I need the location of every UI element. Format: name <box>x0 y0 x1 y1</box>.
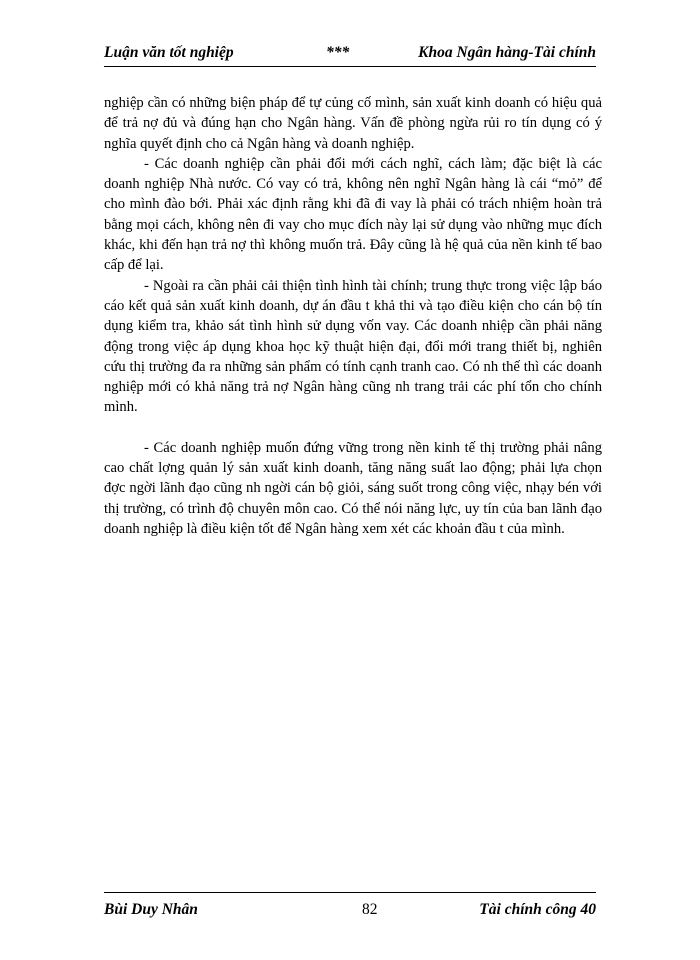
page-header <box>104 40 596 67</box>
page-number: 82 <box>362 901 378 918</box>
paragraph-3: - Ngoài ra cần phải cải thiện tình hình tài chính; trung thực trong việc lập báo cáo kết quả sản xuất kinh doanh, dự án đầu t khả thi và tạo điều kiện cho cán bộ tín dụng kiểm tra, khảo sát tình hình sử dụng vốn vay. Các doanh nhiệp cần phải năng động trong việc áp dụng khoa học kỹ thuật hiện đại, đổi mới trang thiết bị, nghiên cứu thị trường đa ra những sản phẩm có tính cạnh tranh cao. Có nh thế thì các doanh nghiệp mới có khả năng trả nợ Ngân hàng cũng nh trang trải các phí tổn cho chính mình. <box>104 277 602 416</box>
header-thesis-label: Luận văn tốt nghiệp <box>104 44 234 61</box>
footer-class: Tài chính công 40 <box>479 901 596 918</box>
paragraph-1: nghiệp cần có những biện pháp để tự củng cố mình, sản xuất kinh doanh có hiệu quả để trả nợ đủ và đúng hạn cho Ngân hàng. Vấn đề phòng ngừa rủi ro tín dụng có ý nghĩa quyết định cho cả Ngân hàng và doanh nghiệp. <box>104 95 602 152</box>
footer-author: Bùi Duy Nhân <box>104 901 198 918</box>
page-footer <box>104 892 596 923</box>
paragraph-4: - Các doanh nghiệp muốn đứng vững trong nền kinh tế thị trường phải nâng cao chất lợng quản lý sản xuất kinh doanh, tăng năng suất lao động; phải lựa chọn đợc ngời lãnh đạo cũng nh ngời cán bộ giỏi, sáng suốt trong công việc, nhạy bén với thị trường, có trình độ chuyên môn cao. Có thể nói năng lực, uy tín của ban lãnh đạo doanh nghiệp là điều kiện tốt để Ngân hàng xem xét các khoản đầu t của mình. <box>104 439 602 537</box>
header-separator: *** <box>326 44 350 61</box>
paragraph-2: - Các doanh nghiệp cần phải đổi mới cách nghĩ, cách làm; đặc biệt là các doanh nghiệp Nhà nước. Có vay có trả, không nên nghĩ Ngân hàng là cái “mỏ” để cho mình đào bới. Phải xác định rằng khi đã đi vay là phải có trách nhiệm hoàn trả bằng mọi cách, không nên đi vay cho mục đích này lại sử dụng vào những mục đích khác, khi đến hạn trả nợ thì không muốn trả. Đây cũng là hệ quả của nền kinh tế bao cấp để lại. <box>104 155 602 274</box>
header-faculty-label: Khoa Ngân hàng-Tài chính <box>418 44 596 61</box>
main-text <box>104 93 602 539</box>
